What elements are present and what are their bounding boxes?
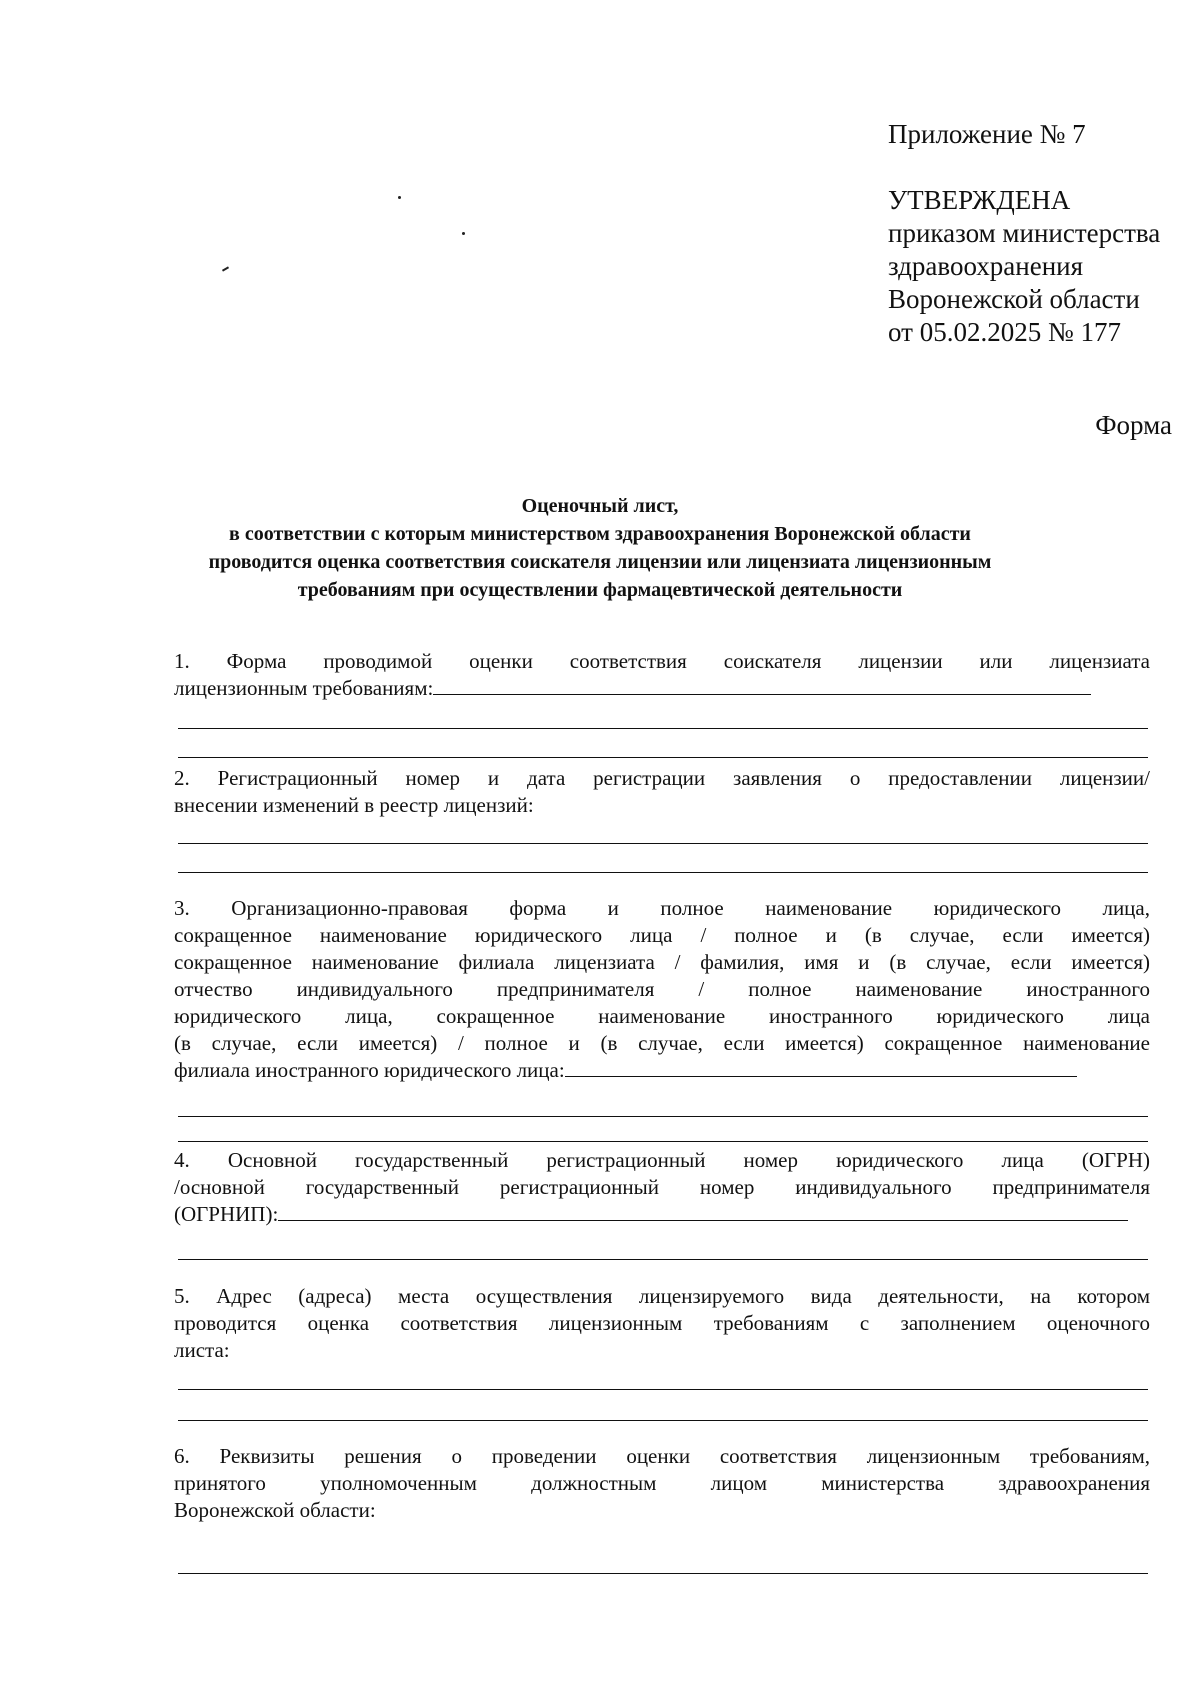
approval-line: УТВЕРЖДЕНА [888, 185, 1071, 215]
item-text-line: 6. Реквизиты решения о проведении оценки соответствия лицензионным требованиям, [174, 1444, 1150, 1468]
item-text-line: сокращенное наименование филиала лицензиата / фамилия, имя и (в случае, если имеется) [174, 950, 1150, 974]
fill-in-line[interactable] [178, 872, 1148, 873]
item-text-line: юридического лица, сокращенное наименование иностранного юридического лица [174, 1004, 1150, 1028]
item-text-line: листа: [174, 1338, 230, 1362]
fill-in-line[interactable] [178, 1116, 1148, 1117]
item-text-line: (в случае, если имеется) / полное и (в случае, если имеется) сокращенное наименование [174, 1031, 1150, 1055]
item-text-line: сокращенное наименование юридического лица / полное и (в случае, если имеется) [174, 923, 1150, 947]
form-item-4 [174, 1147, 1150, 1228]
item-text-line: 5. Адрес (адреса) места осуществления лицензируемого вида деятельности, на котором [174, 1284, 1150, 1308]
item-text-line [174, 1201, 1150, 1228]
fill-in-line[interactable] [178, 1420, 1148, 1421]
item-text-line: 2. Регистрационный номер и дата регистрации заявления о предоставлении лицензии/ [174, 766, 1150, 790]
item-text-line: принятого уполномоченным должностным лицом министерства здравоохранения [174, 1471, 1150, 1495]
item-text-line: проводится оценка соответствия лицензионным требованиям с заполнением оценочного [174, 1311, 1150, 1335]
form-item-1 [174, 648, 1150, 702]
approval-line: Воронежской области [888, 284, 1140, 314]
fill-in-line[interactable] [178, 1141, 1148, 1142]
title-line: проводится оценка соответствия соискателя лицензии или лицензиата лицензионным [208, 551, 992, 573]
item-text: филиала иностранного юридического лица: [174, 1058, 565, 1082]
item-text-line: /основной государственный регистрационный номер индивидуального предпринимателя [174, 1175, 1150, 1199]
fill-in-line[interactable] [178, 1573, 1148, 1574]
form-item-2 [174, 765, 1150, 819]
form-item-6 [174, 1443, 1150, 1524]
title-line: требованиям при осуществлении фармацевтической деятельности [297, 579, 903, 601]
form-label: Форма [1095, 410, 1172, 440]
appendix-number: Приложение № 7 [888, 119, 1086, 149]
item-text-line: 1. Форма проводимой оценки соответствия соискателя лицензии или лицензиата [174, 649, 1150, 673]
scan-speck [462, 232, 465, 235]
item-text-line: 4. Основной государственный регистрационный номер юридического лица (ОГРН) [174, 1148, 1150, 1172]
item-text: лицензионным требованиям: [174, 676, 434, 700]
fill-in-line[interactable] [178, 1259, 1148, 1260]
title-line: в соответствии с которым министерством здравоохранения Воронежской области [229, 523, 971, 545]
item-text-line: внесении изменений в реестр лицензий: [174, 793, 534, 817]
form-item-3 [174, 895, 1150, 1084]
scan-speck [398, 196, 401, 199]
fill-in-line[interactable] [178, 728, 1148, 729]
fill-in-field[interactable] [433, 676, 1091, 695]
document-title [150, 492, 1050, 604]
item-text-line: отчество индивидуального предпринимателя / полное наименование иностранного [174, 977, 1150, 1001]
fill-in-line[interactable] [178, 843, 1148, 844]
scan-speck [222, 266, 229, 271]
item-text-line: Воронежской области: [174, 1498, 376, 1522]
item-text-line [174, 1057, 1150, 1084]
approval-line: от 05.02.2025 № 177 [888, 317, 1121, 347]
approval-line: здравоохранения [888, 251, 1084, 281]
item-text-line: 3. Организационно-правовая форма и полное наименование юридического лица, [174, 896, 1150, 920]
fill-in-field[interactable] [278, 1202, 1128, 1221]
approval-stamp [888, 184, 1188, 349]
fill-in-field[interactable] [565, 1058, 1077, 1077]
title-line: Оценочный лист, [521, 495, 679, 517]
form-item-5 [174, 1283, 1150, 1364]
fill-in-line[interactable] [178, 1389, 1148, 1390]
fill-in-line[interactable] [178, 757, 1148, 758]
item-text: (ОГРНИП): [174, 1202, 279, 1226]
item-text-line [174, 675, 1150, 702]
approval-line: приказом министерства [888, 218, 1161, 248]
